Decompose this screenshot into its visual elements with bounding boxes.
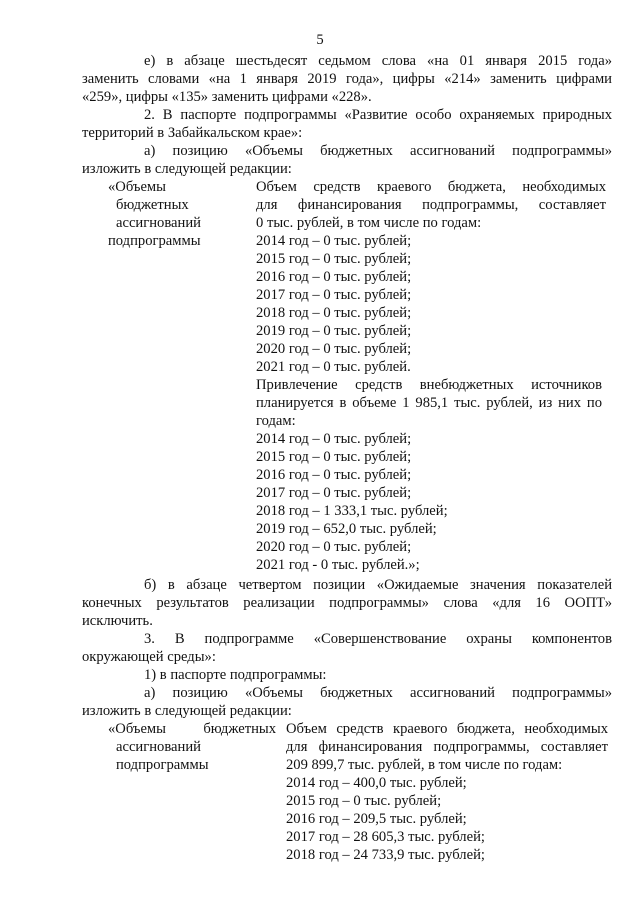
block2-right-line-3: 209 899,7 тыс. рублей, в том числе по годам: — [286, 757, 563, 773]
block2-left-line-3: подпрограммы — [116, 757, 209, 773]
block1-right-line-22: 2021 год - 0 тыс. рублей.»; — [256, 557, 420, 573]
block1-right-line-8: 2018 год – 0 тыс. рублей; — [256, 305, 412, 321]
block1-right-line-2: для финансирования подпрограммы, составляет — [256, 197, 606, 213]
paragraph-1-line-1: е) в абзаце шестьдесят седьмом слова «на 01 января 2015 года» — [144, 53, 612, 69]
block1-right-line-9: 2019 год – 0 тыс. рублей; — [256, 323, 412, 339]
paragraph-3-line-1: а) позицию «Объемы бюджетных ассигнований подпрограммы» — [144, 143, 612, 159]
block2-right-line-5: 2015 год – 0 тыс. рублей; — [286, 793, 442, 809]
block2-left-line-2: ассигнований — [116, 739, 201, 755]
paragraph-4-line-2: конечных результатов реализации подпрограммы» слова «для 16 ООПТ» — [82, 595, 612, 611]
paragraph-7-line-1: а) позицию «Объемы бюджетных ассигнований подпрограммы» — [144, 685, 612, 701]
paragraph-2-line-1: 2. В паспорте подпрограммы «Развитие особо охраняемых природных — [144, 107, 612, 123]
paragraph-1-line-3: «259», цифры «135» заменить цифрами «228». — [82, 89, 372, 105]
block1-right-line-6: 2016 год – 0 тыс. рублей; — [256, 269, 412, 285]
paragraph-4-line-1: б) в абзаце четвертом позиции «Ожидаемые значения показателей — [144, 577, 612, 593]
block1-right-line-3: 0 тыс. рублей, в том числе по годам: — [256, 215, 482, 231]
block1-right-line-20: 2019 год – 652,0 тыс. рублей; — [256, 521, 437, 537]
block2-right-line-7: 2017 год – 28 605,3 тыс. рублей; — [286, 829, 485, 845]
block2-right-line-6: 2016 год – 209,5 тыс. рублей; — [286, 811, 467, 827]
block2-right-line-8: 2018 год – 24 733,9 тыс. рублей; — [286, 847, 485, 863]
block1-right-line-13: планируется в объеме 1 985,1 тыс. рублей, из них по — [256, 395, 602, 411]
paragraph-7-line-2: изложить в следующей редакции: — [82, 703, 292, 719]
page-number: 5 — [316, 32, 324, 48]
block2-right-line-1: Объем средств краевого бюджета, необходимых — [286, 721, 608, 737]
block1-right-line-7: 2017 год – 0 тыс. рублей; — [256, 287, 412, 303]
paragraph-4-line-3: исключить. — [82, 613, 153, 629]
block2-right-line-2: для финансирования подпрограммы, составляет — [286, 739, 608, 755]
paragraph-5-line-2: окружающей среды»: — [82, 649, 216, 665]
block1-right-line-21: 2020 год – 0 тыс. рублей; — [256, 539, 412, 555]
block1-right-line-19: 2018 год – 1 333,1 тыс. рублей; — [256, 503, 448, 519]
block2-right-line-4: 2014 год – 400,0 тыс. рублей; — [286, 775, 467, 791]
block1-right-line-14: годам: — [256, 413, 296, 429]
block1-right-line-17: 2016 год – 0 тыс. рублей; — [256, 467, 412, 483]
block1-left-line-2: бюджетных — [116, 197, 189, 213]
block1-left-line-3: ассигнований — [116, 215, 201, 231]
block1-right-line-15: 2014 год – 0 тыс. рублей; — [256, 431, 412, 447]
block1-right-line-10: 2020 год – 0 тыс. рублей; — [256, 341, 412, 357]
block1-right-line-16: 2015 год – 0 тыс. рублей; — [256, 449, 412, 465]
block1-left-line-1: «Объемы — [108, 179, 166, 195]
paragraph-6: 1) в паспорте подпрограммы: — [144, 667, 327, 683]
block1-right-line-12: Привлечение средств внебюджетных источников — [256, 377, 602, 393]
block2-left-line-1: «Объемы бюджетных — [108, 721, 276, 737]
block1-right-line-5: 2015 год – 0 тыс. рублей; — [256, 251, 412, 267]
block1-left-line-4: подпрограммы — [108, 233, 201, 249]
block1-right-line-1: Объем средств краевого бюджета, необходимых — [256, 179, 606, 195]
paragraph-1-line-2: заменить словами «на 1 января 2019 года», цифры «214» заменить цифрами — [82, 71, 612, 87]
block1-right-line-11: 2021 год – 0 тыс. рублей. — [256, 359, 411, 375]
paragraph-3-line-2: изложить в следующей редакции: — [82, 161, 292, 177]
paragraph-5-line-1: 3. В подпрограмме «Совершенствование охраны компонентов — [144, 631, 612, 647]
block1-right-line-4: 2014 год – 0 тыс. рублей; — [256, 233, 412, 249]
paragraph-2-line-2: территорий в Забайкальском крае»: — [82, 125, 303, 141]
block1-right-line-18: 2017 год – 0 тыс. рублей; — [256, 485, 412, 501]
